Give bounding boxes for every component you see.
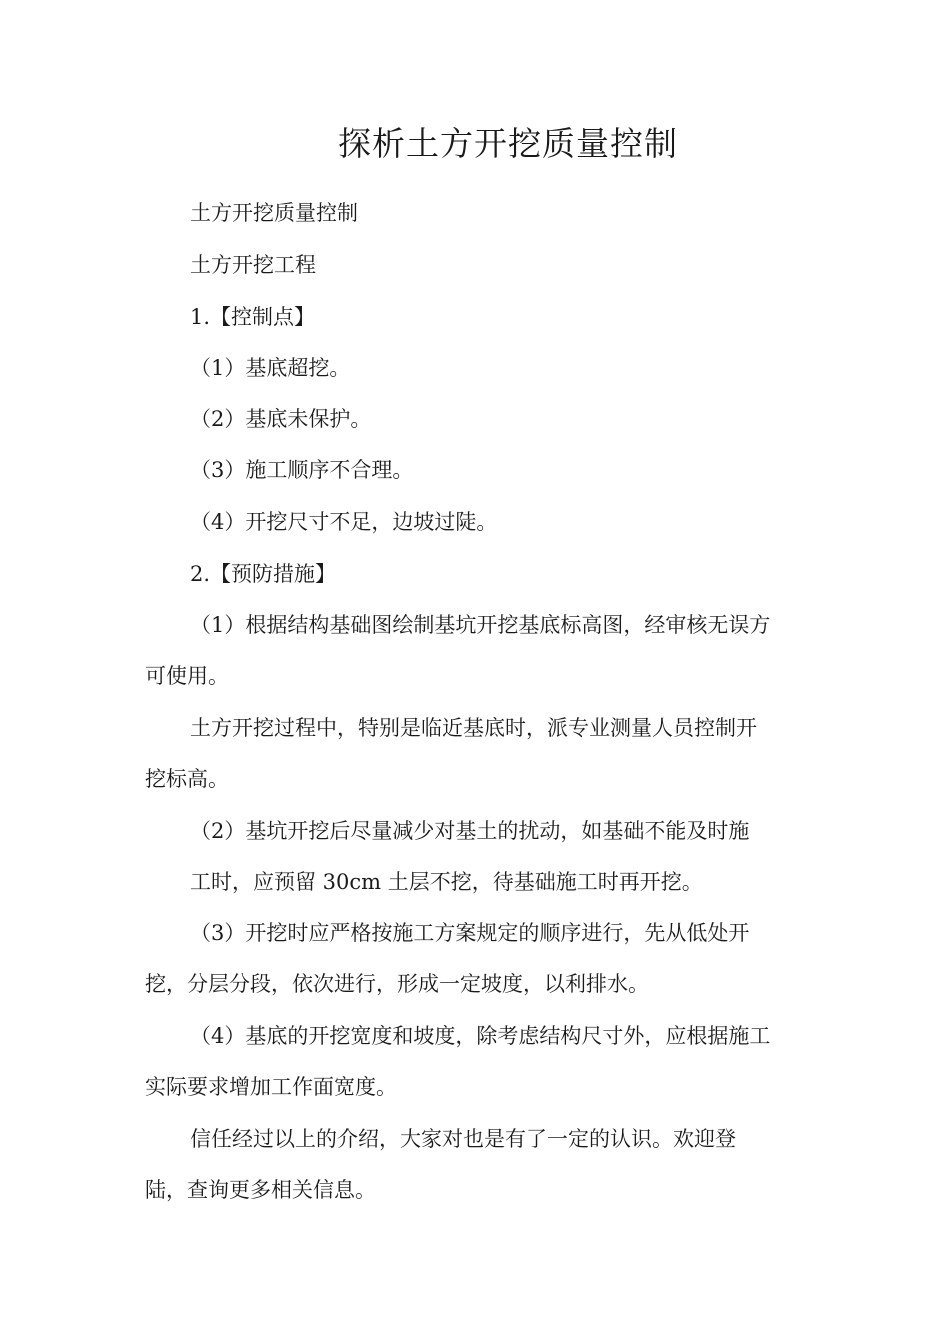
control-points-heading: 1.【控制点】: [190, 305, 316, 329]
paragraph-line: （1）根据结构基础图绘制基坑开挖基底标高图，经审核无误方: [190, 613, 771, 637]
control-point-item: （4）开挖尺寸不足，边坡过陡。: [190, 510, 498, 534]
closing-line: 信任经过以上的介绍，大家对也是有了一定的认识。欢迎登: [190, 1127, 736, 1151]
section-subheading: 土方开挖工程: [190, 253, 316, 277]
paragraph-line: 可使用。: [145, 664, 229, 688]
paragraph-line: （4）基底的开挖宽度和坡度，除考虑结构尺寸外，应根据施工: [190, 1024, 771, 1048]
control-point-item: （2）基底未保护。: [190, 407, 372, 431]
paragraph-line: 挖标高。: [145, 767, 229, 791]
document-title: 探析土方开挖质量控制: [338, 124, 678, 163]
paragraph-line: 实际要求增加工作面宽度。: [145, 1075, 397, 1099]
paragraph-line: 工时，应预留 30cm 土层不挖，待基础施工时再开挖。: [190, 870, 703, 894]
prevention-heading: 2.【预防措施】: [190, 562, 337, 586]
paragraph-line: 挖，分层分段，依次进行，形成一定坡度，以利排水。: [145, 972, 649, 996]
paragraph-line: 土方开挖过程中，特别是临近基底时，派专业测量人员控制开: [190, 716, 757, 740]
paragraph-line: （2）基坑开挖后尽量减少对基土的扰动，如基础不能及时施: [190, 819, 750, 843]
control-point-item: （1）基底超挖。: [190, 356, 351, 380]
section-heading: 土方开挖质量控制: [190, 201, 358, 225]
paragraph-line: （3）开挖时应严格按施工方案规定的顺序进行，先从低处开: [190, 921, 750, 945]
control-point-item: （3）施工顺序不合理。: [190, 458, 414, 482]
closing-line: 陆，查询更多相关信息。: [145, 1178, 376, 1202]
